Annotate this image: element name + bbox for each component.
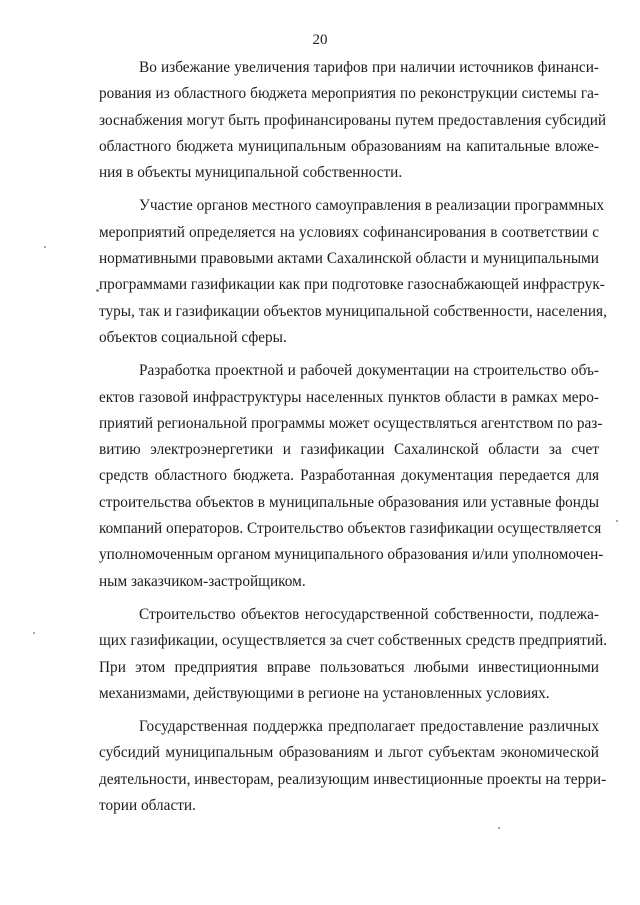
scan-speck [498, 827, 500, 829]
text-line: Государственная поддержка предполагает предоставление различных [139, 718, 599, 736]
text-line: Во избежание увеличения тарифов при наличии источников финанси- [139, 59, 599, 76]
paragraph [99, 714, 607, 819]
text-line: субсидий муниципальным образованиям и льгот субъектам экономической [99, 744, 599, 762]
text-line: Строительство объектов негосударственной собственности, подлежа- [139, 605, 599, 623]
scan-speck [96, 289, 99, 292]
text-line: рования из областного бюджета мероприятия по реконструкции системы га- [99, 85, 599, 103]
paragraph [99, 358, 604, 595]
text-line: ния в объекты муниципальной собственности. [99, 164, 403, 182]
page-number: 20 [312, 32, 328, 48]
text-line: строительства объектов в муниципальные образования или уставные фонды [99, 493, 599, 511]
text-line: компаний операторов. Строительство объектов газификации осуществляется [99, 520, 602, 538]
paragraph [99, 193, 607, 351]
text-line: мероприятий определяется на условиях софинансирования в соответствии с [99, 223, 599, 241]
text-line: При этом предприятия вправе пользоваться любыми инвестиционными [99, 658, 599, 676]
text-line: нормативными правовыми актами Сахалинской области и муниципальными [99, 250, 599, 268]
text-line: деятельности, инвесторам, реализующим инвестиционные проекты на терри- [99, 770, 607, 788]
text-line: тории области. [99, 797, 196, 815]
text-line: ным заказчиком-застройщиком. [99, 572, 306, 590]
text-line: витию электроэнергетики и газификации Сахалинской области за счет [99, 441, 599, 459]
text-line: Участие органов местного самоуправления в реализации программных [139, 197, 605, 215]
text-line: Разработка проектной и рабочей документации на строительство объ- [139, 362, 599, 380]
text-line: приятий региональной программы может осуществляться агентством по раз- [99, 414, 603, 432]
scan-speck [33, 632, 35, 634]
text-line: средств областного бюджета. Разработанная документация передается для [99, 467, 599, 485]
paragraph [99, 55, 607, 186]
scan-speck [44, 246, 46, 248]
paragraph [99, 602, 608, 707]
text-line: программами газификации как при подготовке газоснабжающей инфраструк- [99, 276, 605, 294]
text-line: объектов социальной сферы. [99, 328, 287, 346]
text-line: зоснабжения могут быть профинансированы путем предоставления субсидий [99, 111, 607, 129]
scan-speck [616, 520, 618, 522]
text-line: туры, так и газификации объектов муниципальной собственности, населения, [99, 302, 607, 320]
text-line: ектов газовой инфраструктуры населенных пунктов области в рамках меро- [99, 388, 599, 406]
document-body [99, 55, 608, 826]
text-line: щих газификации, осуществляется за счет собственных средств предприятий. [99, 632, 608, 650]
text-line: областного бюджета муниципальным образованиям на капитальные вложе- [99, 137, 599, 155]
text-line: механизмами, действующими в регионе на установленных условиях. [99, 684, 550, 702]
text-line: уполномоченным органом муниципального образования и/или уполномочен- [99, 546, 604, 564]
